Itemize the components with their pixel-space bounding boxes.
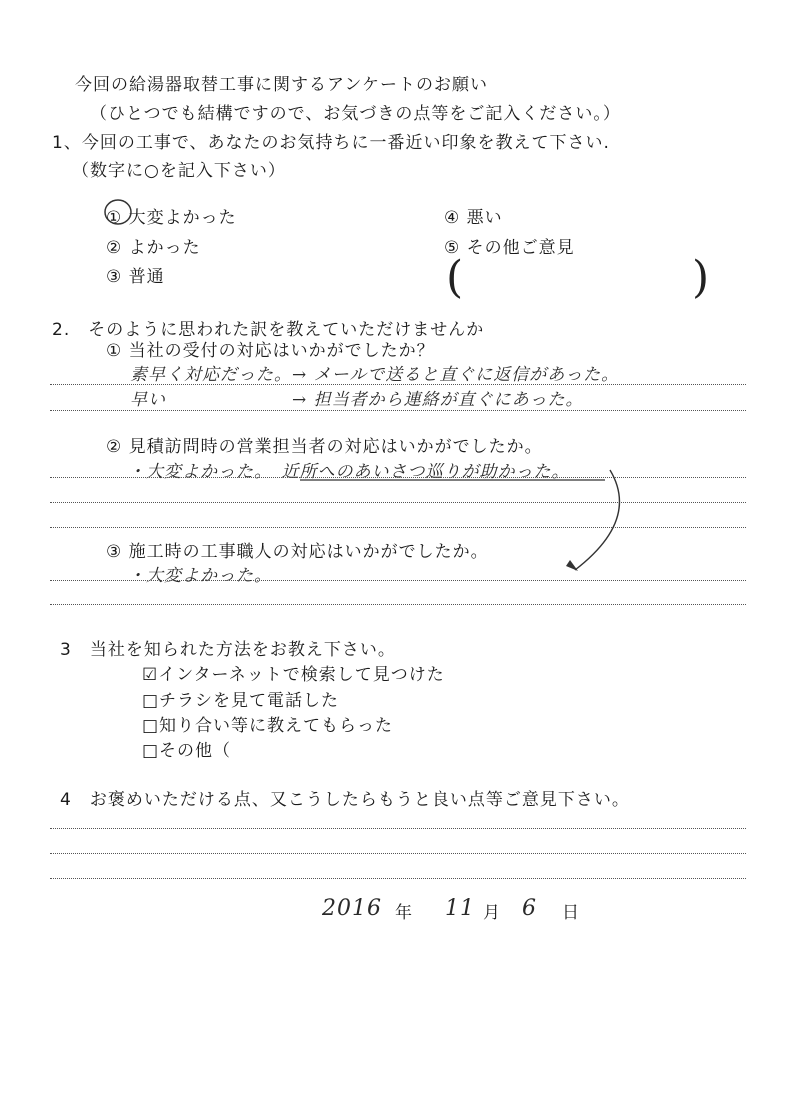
q1-other-paren-open: ( [446, 252, 464, 303]
q4-question: 4 お褒めいただける点、又こうしたらもうと良い点等ご意見下さい。 [60, 790, 630, 810]
q1-question: 1、今回の工事で、あなたのお気持ちに一番近い印象を教えて下さい. [52, 133, 610, 153]
q1-option-5: ⑤ その他ご意見 [444, 238, 575, 258]
survey-title: 今回の給湯器取替工事に関するアンケートのお願い [75, 75, 488, 95]
q3-option-acquaintance: □知り合い等に教えてもらった [142, 716, 394, 736]
q2-answer1-line2: 早い → 担当者から連絡が直ぐにあった。 [130, 390, 584, 410]
q1-option-2: ② よかった [106, 238, 201, 258]
q2-question: 2. そのように思われた訳を教えていただけませんか [52, 320, 485, 340]
survey-subtitle: （ひとつでも結構ですので、お気づきの点等をご記入ください。） [90, 104, 621, 124]
q1-instruction: （数字に○を記入下さい） [72, 161, 286, 181]
q1-option-3: ③ 普通 [106, 267, 165, 287]
q2-answer3: ・大変よかった。 [128, 566, 272, 586]
date-year-label: 年 [395, 903, 413, 923]
q2-sub3: ③ 施工時の工事職人の対応はいかがでしたか。 [106, 542, 489, 562]
answer-line [50, 828, 746, 829]
q3-option-other: □その他（ [142, 741, 232, 761]
date-day-label: 日 [562, 903, 580, 923]
date-year: 2016 [322, 896, 382, 921]
answer-line [50, 878, 746, 879]
q2-answer1-line1: 素早く対応だった。→ メールで送ると直ぐに返信があった。 [130, 365, 620, 385]
date-month: 11 [445, 896, 475, 921]
q3-option-flyer: □チラシを見て電話した [142, 691, 340, 711]
q1-other-paren-close: ) [692, 252, 710, 303]
q2-sub1: ① 当社の受付の対応はいかがでしたか？ [106, 341, 435, 361]
q1-option-1: ① 大変よかった [106, 208, 237, 228]
q2-answer2: ・大変よかった。 近所へのあいさつ巡りが助かった。 [128, 462, 570, 482]
selection-circle [105, 200, 131, 224]
arrow-head [566, 560, 578, 571]
q1-option-4: ④ 悪い [444, 208, 503, 228]
date-month-label: 月 [483, 903, 501, 923]
q3-question: 3 当社を知られた方法をお教え下さい。 [60, 640, 396, 660]
q3-option-internet: ☑インターネットで検索して見つけた [142, 665, 445, 685]
handwritten-arrow [575, 470, 619, 570]
answer-line [50, 853, 746, 854]
q2-sub2: ② 見積訪問時の営業担当者の対応はいかがでしたか。 [106, 437, 543, 457]
date-day: 6 [522, 896, 537, 921]
